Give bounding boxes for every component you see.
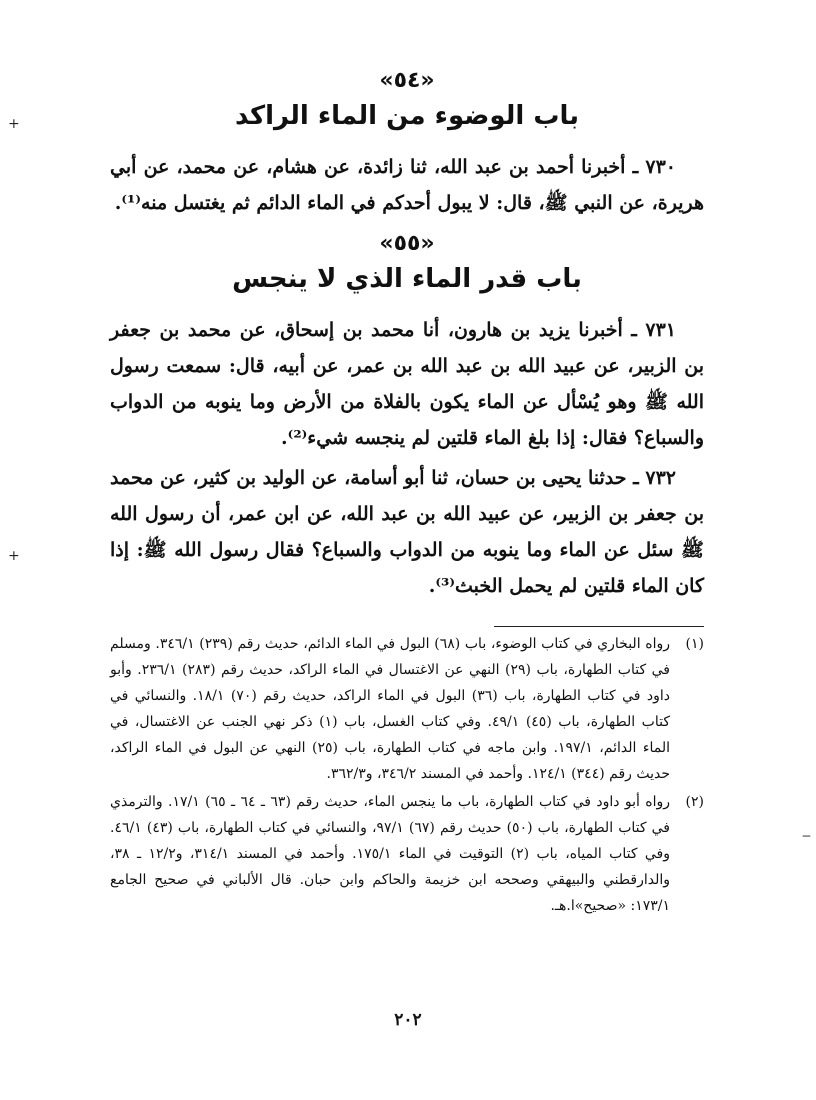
page-number: ٢٠٢ [394, 1010, 422, 1030]
chapter-55 [110, 231, 704, 604]
chapter-number: «٥٤» [379, 68, 435, 93]
footnote-number: (٢) [685, 794, 704, 810]
footnote-number: (١) [685, 636, 704, 652]
footnote-text: رواه البخاري في كتاب الوضوء، باب (٦٨) البول في الماء الدائم، حديث رقم (٢٣٩) ٣٤٦/١. ومسلم في كتاب الطهارة، باب (٢٩) النهي عن الاغتسال في الماء الراكد، حديث رقم (٢٨٣) ٢٣٦/١. وأبو داود في كتاب الطهارة، باب (٣٦) البول في الماء الراكد، حديث رقم (٧٠) ١٨/١. والنسائي في كتاب الطهارة، باب (٤٥) ٤٩/١. وفي كتاب الغسل، باب (١) ذكر نهي الجنب عن الاغتسال، في الماء الدائم، ١٩٧/١. وابن ماجه في كتاب الطهارة، باب (٢٥) النهي عن البول في الماء الراكد، حديث رقم (٣٤٤) ١٢٤/١. وأحمد في المسند ٣٤٦/٢، و٣٦٢/٣. [110, 636, 671, 782]
chapter-number: «٥٥» [379, 231, 435, 256]
footnote-text: رواه أبو داود في كتاب الطهارة، باب ما ينجس الماء، حديث رقم (٦٣ ـ ٦٤ ـ ٦٥) ١٧/١. والترمذي في كتاب الطهارة، باب (٥٠) حديث رقم (٦٧) ٩٧/١، والنسائي في كتاب الطهارة، باب (٤٣) ٤٦/١. وفي كتاب المياه، باب (٢) التوقيت في الماء ١٧٥/١. وأحمد في المسند ٣١٤/١، و١٢/٢ ـ ٣٨، والدارقطني والبيهقي وصححه ابن خزيمة والحاكم وابن حبان. قال الألباني في صحيح الجامع ١٧٣/١: «صحيح»ا.هـ. [110, 794, 671, 914]
margin-mark: + [8, 116, 20, 132]
hadith-paragraph: ٧٣٢ ـ حدثنا يحيى بن حسان، ثنا أبو أسامة، عن الوليد بن كثير، عن محمد بن جعفر بن الزبير، عن عبيد الله بن عبد الله، عن ابن عمر، أن رسول الله ﷺ سئل عن الماء وما ينوبه من الدواب والسباع؟ فقال رسول الله ﷺ: إذا كان الماء قلتين لم يحمل الخبث⁽³⁾. [110, 467, 704, 597]
margin-mark: + [8, 548, 20, 564]
chapter-title: باب الوضوء من الماء الراكد [234, 101, 580, 131]
chapter-title: باب قدر الماء الذي لا ينجس [232, 264, 582, 294]
footnote [110, 789, 704, 919]
footnote-separator [494, 626, 704, 627]
footnotes [110, 631, 704, 919]
margin-mark: ‒ [802, 828, 811, 844]
footnote [110, 631, 704, 787]
page-content [110, 60, 704, 919]
chapter-54 [110, 68, 704, 221]
hadith-paragraph: ٧٣٠ ـ أخبرنا أحمد بن عبد الله، ثنا زائدة، عن هشام، عن محمد، عن أبي هريرة، عن النبي ﷺ، قال: لا يبول أحدكم في الماء الدائم ثم يغتسل منه⁽¹⁾. [110, 156, 704, 214]
hadith-paragraph: ٧٣١ ـ أخبرنا يزيد بن هارون، أنا محمد بن إسحاق، عن محمد بن جعفر بن الزبير، عن عبيد الله بن عبد الله بن عمر، عن أبيه، قال: سمعت رسول الله ﷺ وهو يُسْأل عن الماء يكون بالفلاة من الأرض وما ينوبه من الدواب والسباع؟ فقال: إذا بلغ الماء قلتين لم ينجسه شيء⁽²⁾. [110, 319, 704, 449]
